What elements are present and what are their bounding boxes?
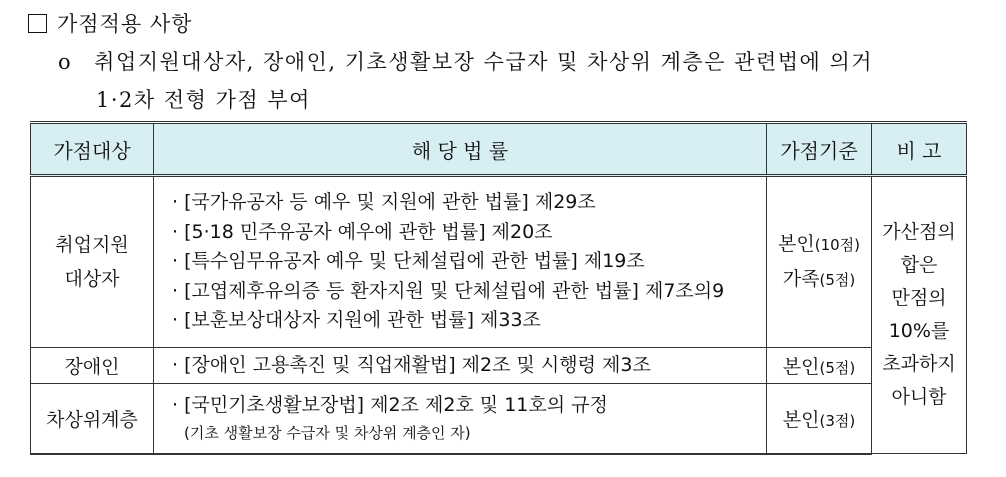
criteria-line bbox=[768, 262, 870, 297]
criteria-points: (10점) bbox=[814, 236, 860, 254]
criteria-main: 본인 bbox=[782, 408, 820, 431]
table-header-row bbox=[31, 123, 967, 176]
header-note: 비 고 bbox=[872, 123, 967, 176]
target-cell bbox=[31, 384, 154, 454]
table-row bbox=[31, 348, 967, 384]
note-line: 초과하지 bbox=[882, 353, 956, 375]
table-row bbox=[31, 384, 967, 454]
criteria-cell bbox=[767, 348, 872, 384]
table-row bbox=[31, 176, 967, 348]
note-line: 합은 bbox=[900, 254, 938, 276]
description-line-2: 1·2차 전형 가점 부여 bbox=[96, 88, 311, 112]
criteria-points: (3점) bbox=[819, 411, 856, 430]
criteria-points: (5점) bbox=[819, 359, 856, 377]
header-criteria: 가점기준 bbox=[767, 123, 872, 176]
criteria-main: 가족 bbox=[782, 268, 820, 290]
note-line: 10%를 bbox=[888, 320, 950, 342]
section-heading-text: 가점적용 사항 bbox=[57, 12, 193, 36]
target-line: 장애인 bbox=[64, 356, 120, 378]
criteria-main: 본인 bbox=[778, 233, 815, 255]
criteria-line bbox=[768, 227, 870, 262]
law-item: · [특수임무유공자 예우 및 단체설립에 관한 법률] 제19조 bbox=[172, 250, 645, 273]
note-cell bbox=[872, 176, 967, 454]
law-item: · [국민기초생활보장법] 제2조 제2호 및 11호의 규정 bbox=[172, 393, 608, 416]
criteria-cell bbox=[767, 384, 872, 454]
law-item: · [장애인 고용촉진 및 직업재활법] 제2조 및 시행령 제3조 bbox=[172, 353, 651, 376]
law-note: (기초 생활보장 수급자 및 차상위 계층인 자) bbox=[184, 424, 471, 442]
target-line: 취업지원 bbox=[55, 234, 129, 256]
criteria-main: 본인 bbox=[782, 356, 820, 378]
target-line: 차상위계층 bbox=[46, 408, 138, 431]
law-item: · [5·18 민주유공자 예우에 관한 법률] 제20조 bbox=[172, 220, 553, 243]
target-cell bbox=[31, 176, 154, 348]
description-text-1: 취업지원대상자, 장애인, 기초생활보장 수급자 및 차상위 계층은 관련법에 의거 bbox=[94, 50, 874, 74]
law-cell bbox=[154, 384, 767, 454]
criteria-points: (5점) bbox=[819, 271, 856, 289]
checkbox-square-icon bbox=[28, 14, 47, 33]
law-item: · [국가유공자 등 예우 및 지원에 관한 법률] 제29조 bbox=[172, 191, 596, 214]
criteria-cell bbox=[767, 176, 872, 348]
section-heading bbox=[28, 8, 192, 38]
target-cell bbox=[31, 348, 154, 384]
bullet-o: o bbox=[58, 50, 73, 74]
bonus-points-table bbox=[30, 121, 967, 455]
law-item: · [보훈보상대상자 지원에 관한 법률] 제33조 bbox=[172, 309, 541, 332]
target-line: 대상자 bbox=[64, 268, 120, 290]
law-cell bbox=[154, 348, 767, 384]
header-target: 가점대상 bbox=[31, 123, 154, 176]
law-item: · [고엽제후유의증 등 환자지원 및 단체설립에 관한 법률] 제7조의9 bbox=[172, 279, 725, 302]
note-line: 가산점의 bbox=[882, 221, 956, 243]
note-line: 만점의 bbox=[891, 287, 947, 309]
header-law: 해 당 법 률 bbox=[154, 123, 767, 176]
note-line: 아니함 bbox=[891, 386, 947, 408]
description-line-1 bbox=[58, 46, 873, 76]
law-cell bbox=[154, 176, 767, 348]
